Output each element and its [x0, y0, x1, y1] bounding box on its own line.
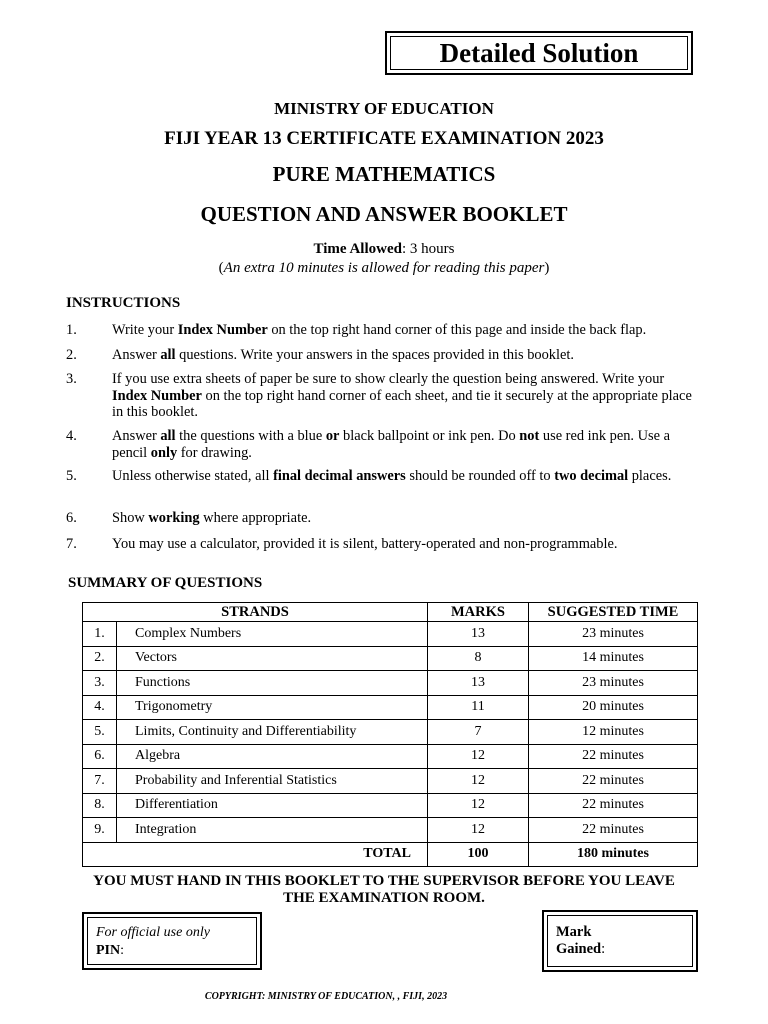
col-strands: STRANDS	[83, 603, 428, 622]
instruction-emphasis: not	[519, 428, 540, 444]
row-time: 23 minutes	[529, 671, 698, 696]
instruction-segment: Answer	[112, 428, 161, 444]
row-time: 22 minutes	[529, 818, 698, 843]
instruction-emphasis: only	[150, 444, 178, 461]
row-number: 6.	[83, 744, 117, 769]
total-label: TOTAL	[83, 842, 428, 867]
total-row	[83, 842, 698, 867]
col-marks: MARKS	[428, 603, 529, 622]
row-marks: 12	[428, 744, 529, 769]
table-row	[83, 695, 698, 720]
row-number: 1.	[83, 622, 117, 647]
row-time: 12 minutes	[529, 720, 698, 745]
row-strand: Complex Numbers	[117, 622, 428, 647]
table-row	[83, 671, 698, 696]
exam-title: FIJI YEAR 13 CERTIFICATE EXAMINATION 2023	[164, 128, 604, 149]
instruction-segment: Write your	[112, 322, 178, 338]
mark-label: Mark	[556, 924, 592, 940]
mark-gained-box	[542, 910, 698, 972]
row-number: 5.	[83, 720, 117, 745]
hand-in-line-1: YOU MUST HAND IN THIS BOOKLET TO THE SUPERVISOR BEFORE YOU LEAVE	[93, 873, 675, 889]
instruction-emphasis: Index Number	[112, 387, 202, 404]
total-time: 180 minutes	[529, 842, 698, 867]
row-strand: Limits, Continuity and Differentiability	[117, 720, 428, 745]
instruction-number: 7.	[66, 536, 77, 552]
row-marks: 7	[428, 720, 529, 745]
instruction-segment: places.	[628, 468, 672, 484]
table-row	[83, 769, 698, 794]
official-use-label: For official use only	[96, 925, 210, 940]
instruction-segment: the questions with a blue	[175, 428, 326, 444]
table-row	[83, 793, 698, 818]
instructions-heading: INSTRUCTIONS	[66, 295, 181, 311]
instruction-emphasis: working	[148, 510, 200, 526]
row-time: 22 minutes	[529, 769, 698, 794]
copyright-notice: COPYRIGHT: MINISTRY OF EDUCATION, , FIJI, 2023	[204, 991, 448, 1002]
row-strand: Vectors	[117, 646, 428, 671]
row-marks: 12	[428, 769, 529, 794]
row-marks: 11	[428, 695, 529, 720]
table-row	[83, 622, 698, 647]
instruction-emphasis: two decimal	[554, 468, 629, 484]
col-suggested-time: SUGGESTED TIME	[529, 603, 698, 622]
row-strand: Probability and Inferential Statistics	[117, 769, 428, 794]
reading-time-note: (An extra 10 minutes is allowed for reading this paper)	[218, 260, 550, 276]
table-row	[83, 646, 698, 671]
pin-label: PIN	[96, 943, 121, 958]
instruction-number: 3.	[66, 371, 77, 387]
row-number: 8.	[83, 793, 117, 818]
hand-in-line-2: THE EXAMINATION ROOM	[283, 890, 482, 906]
row-strand: Integration	[117, 818, 428, 843]
instruction-segment: You may use a calculator, provided it is silent, battery-operated and non-programmable.	[112, 536, 618, 552]
instruction-segment: If you use extra sheets of paper be sure to show clearly the question being answered. Write your	[112, 371, 665, 387]
instruction-segment: Show	[112, 510, 149, 526]
summary-heading: SUMMARY OF QUESTIONS	[68, 575, 263, 591]
row-strand: Trigonometry	[117, 695, 428, 720]
instruction-segment: use red ink pen. Use a pencil	[112, 428, 670, 461]
row-number: 2.	[83, 646, 117, 671]
time-allowed	[0, 241, 768, 258]
instruction-emphasis: or	[325, 428, 340, 444]
row-marks: 12	[428, 793, 529, 818]
row-time: 22 minutes	[529, 744, 698, 769]
row-marks: 8	[428, 646, 529, 671]
table-row	[83, 720, 698, 745]
instruction-number: 1.	[66, 322, 77, 338]
mark-gained-inner: Mark Gained:	[547, 915, 693, 967]
instruction-segment: on the top right hand corner of this page and inside the back flap.	[267, 322, 647, 338]
row-strand: Functions	[117, 671, 428, 696]
hand-in-line-2-wrap: THE EXAMINATION ROOM.	[283, 890, 485, 906]
booklet-title: QUESTION AND ANSWER BOOKLET	[200, 202, 568, 226]
row-number: 4.	[83, 695, 117, 720]
official-use-box	[82, 912, 262, 970]
row-strand: Algebra	[117, 744, 428, 769]
instruction-segment: on the top right hand corner of each sheet, and tie it securely at the appropriate place in this booklet.	[112, 387, 692, 420]
instruction-segment: for drawing.	[177, 444, 252, 461]
gained-label: Gained	[556, 941, 602, 957]
instruction-segment: Unless otherwise stated, all	[112, 468, 274, 484]
instruction-segment: questions. Write your answers in the spaces provided in this booklet.	[175, 347, 574, 363]
instruction-text	[112, 468, 702, 485]
row-marks: 13	[428, 671, 529, 696]
instruction-emphasis: all	[160, 347, 176, 363]
instruction-text	[112, 510, 702, 527]
instruction-text	[112, 371, 702, 421]
ministry-name: MINISTRY OF EDUCATION	[274, 99, 494, 118]
table-row	[83, 818, 698, 843]
table-row	[83, 744, 698, 769]
instruction-number: 5.	[66, 468, 77, 484]
instruction-segment: where appropriate.	[199, 510, 312, 526]
subject-title: PURE MATHEMATICS	[272, 162, 496, 186]
row-number: 9.	[83, 818, 117, 843]
row-number: 3.	[83, 671, 117, 696]
row-time: 23 minutes	[529, 622, 698, 647]
instruction-emphasis: final decimal answers	[273, 468, 406, 484]
instruction-text	[112, 428, 702, 461]
row-marks: 13	[428, 622, 529, 647]
row-time: 22 minutes	[529, 793, 698, 818]
row-strand: Differentiation	[117, 793, 428, 818]
instruction-segment: Answer	[112, 347, 161, 363]
instruction-emphasis: all	[160, 428, 176, 444]
row-marks: 12	[428, 818, 529, 843]
instruction-number: 4.	[66, 428, 77, 444]
summary-table	[82, 602, 698, 867]
instruction-number: 6.	[66, 510, 77, 526]
instruction-number: 2.	[66, 347, 77, 363]
official-use-inner: For official use only PIN:	[87, 917, 257, 965]
hand-in-notice	[0, 873, 768, 907]
instruction-text	[112, 347, 702, 364]
total-marks: 100	[428, 842, 529, 867]
instruction-segment: black ballpoint or ink pen. Do	[339, 428, 520, 444]
detailed-solution-box	[385, 31, 693, 75]
row-number: 7.	[83, 769, 117, 794]
row-time: 20 minutes	[529, 695, 698, 720]
instruction-text	[112, 322, 702, 339]
instruction-segment: should be rounded off to	[405, 468, 555, 484]
instruction-emphasis: Index Number	[177, 322, 268, 338]
row-time: 14 minutes	[529, 646, 698, 671]
detailed-solution-title: Detailed Solution	[390, 36, 688, 70]
reading-time-text: An extra 10 minutes is allowed for reading this paper	[223, 260, 545, 276]
time-allowed-value: : 3 hours	[401, 241, 455, 257]
time-allowed-label: Time Allowed	[313, 241, 402, 257]
instruction-text	[112, 536, 702, 553]
summary-header-row	[83, 603, 698, 622]
